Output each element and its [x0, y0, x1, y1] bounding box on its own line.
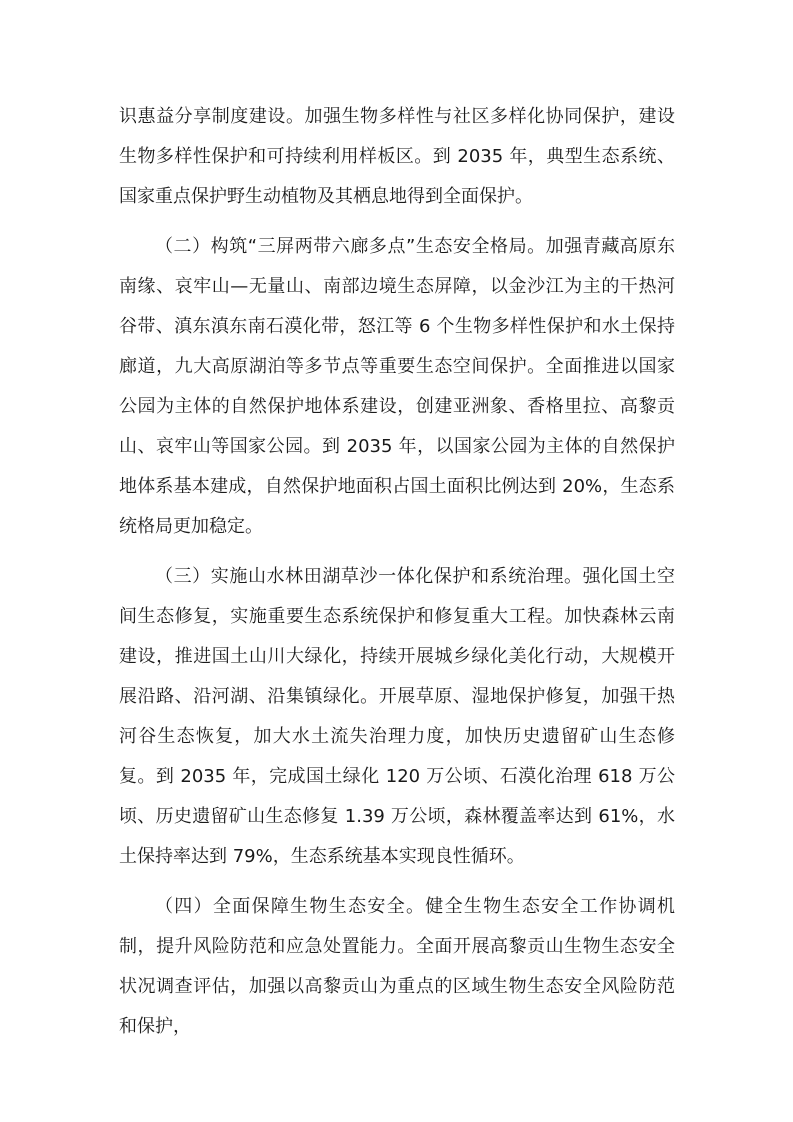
document-body: [119, 97, 675, 1047]
paragraph-section-3: （三）实施山水林田湖草沙一体化保护和系统治理。强化国土空间生态修复，实施重要生态系统保护和修复重大工程。加快森林云南建设，推进国土山川大绿化，持续开展城乡绿化美化行动，大规模开展沿路、沿河湖、沿集镇绿化。开展草原、湿地保护修复，加强干热河谷生态恢复，加大水土流失治理力度，加快历史遗留矿山生态修复。到 2035 年，完成国土绿化 120 万公顷、石漠化治理 618 万公顷、历史遗留矿山生态修复 1.39 万公顷，森林覆盖率达到 61%，水土保持率达到 79%，生态系统基本实现良性循环。: [119, 566, 675, 867]
paragraph-continuation: 识惠益分享制度建设。加强生物多样性与社区多样化协同保护，建设生物多样性保护和可持续利用样板区。到 2035 年，典型生态系统、国家重点保护野生动植物及其栖息地得到全面保护。: [119, 106, 675, 207]
paragraph-section-4: （四）全面保障生物生态安全。健全生物生态安全工作协调机制，提升风险防范和应急处置能力。全面开展高黎贡山生物生态安全状况调查评估，加强以高黎贡山为重点的区域生物生态安全风险防范和保护，: [119, 896, 675, 1037]
paragraph-section-2: （二）构筑“三屏两带六廊多点”生态安全格局。加强青藏高原东南缘、哀牢山—无量山、南部边境生态屏障，以金沙江为主的干热河谷带、滇东滇东南石漠化带，怒江等 6 个生物多样性保护和水土保持廊道，九大高原湖泊等多节点等重要生态空间保护。全面推进以国家公园为主体的自然保护地体系建设，创建亚洲象、香格里拉、高黎贡山、哀牢山等国家公园。到 2035 年，以国家公园为主体的自然保护地体系基本建成，自然保护地面积占国土面积比例达到 20%，生态系统格局更加稳定。: [119, 236, 675, 537]
